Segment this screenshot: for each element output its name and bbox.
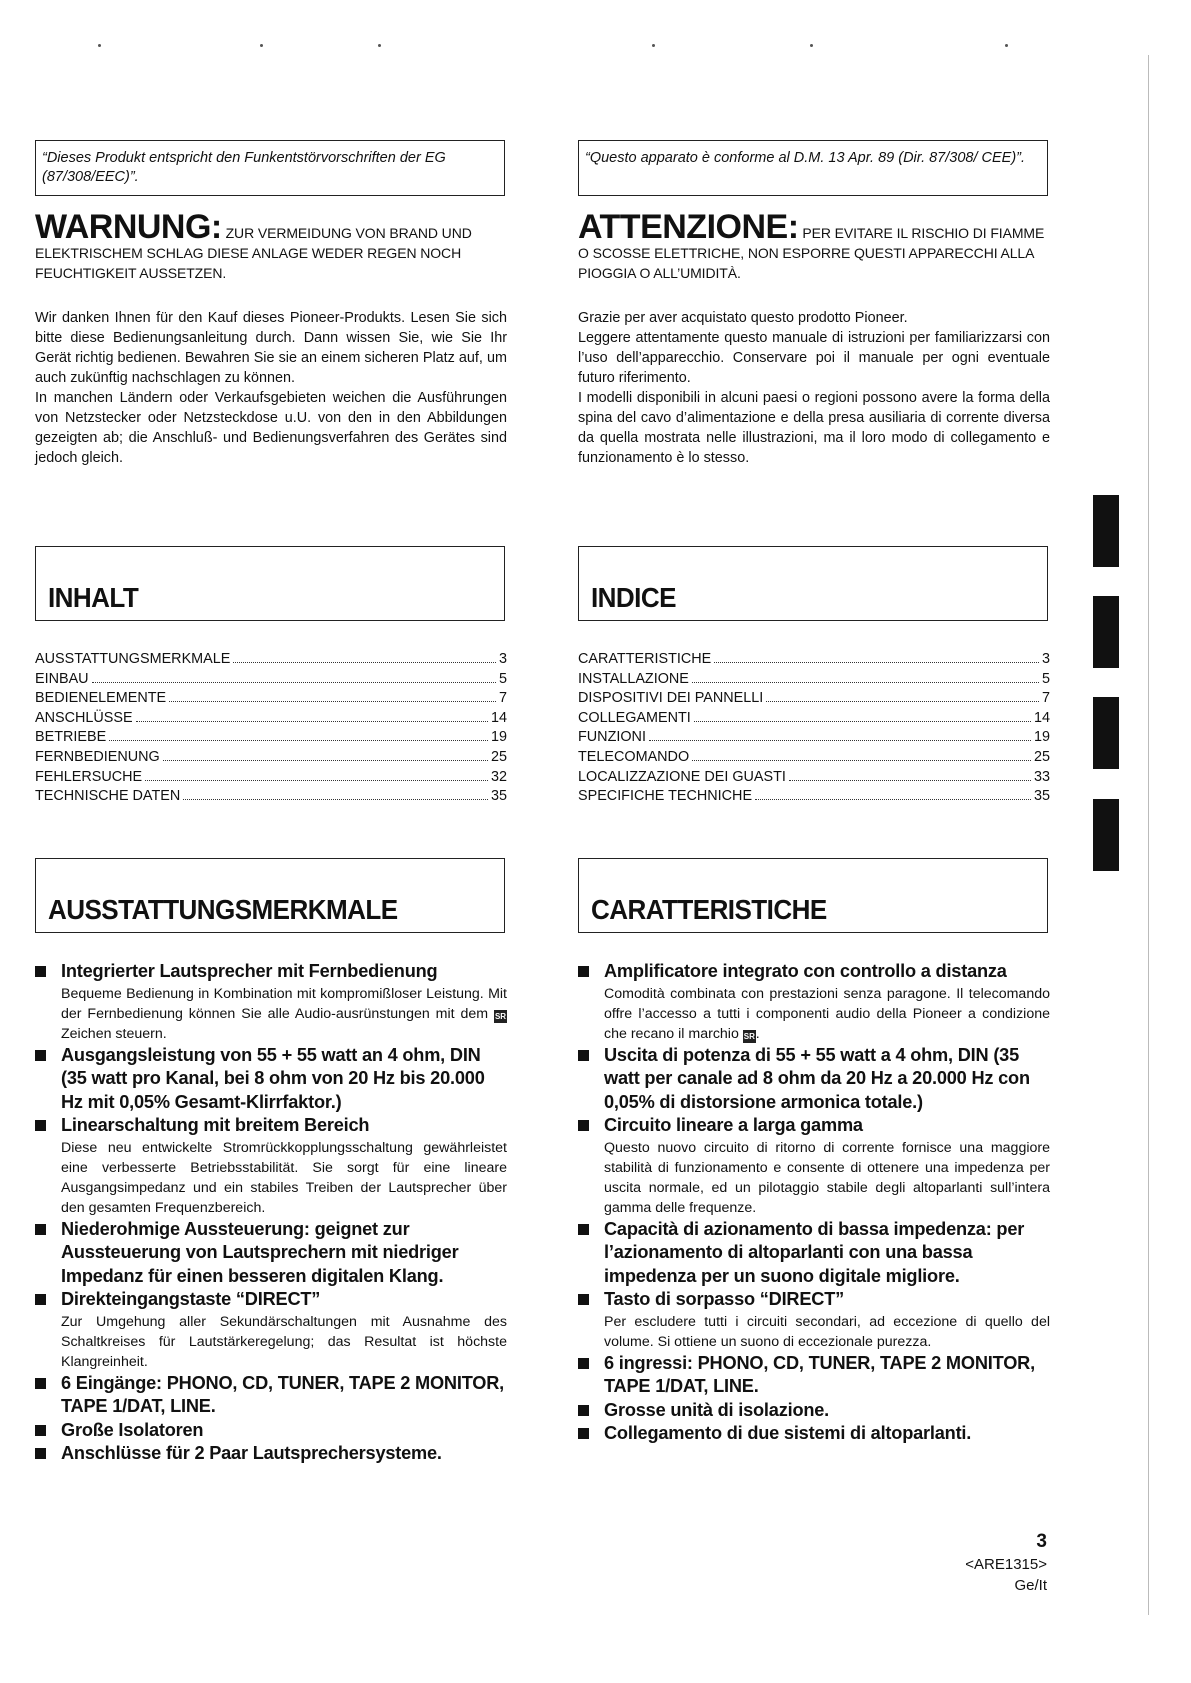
toc-entry-page: 5 (498, 670, 507, 687)
toc-entry-page: 5 (1041, 670, 1050, 687)
conformity-text: “Questo apparato è conforme al D.M. 13 Apr. 89 (Dir. 87/308/ CEE)”. (585, 150, 1026, 166)
feature-item (578, 1422, 1050, 1446)
toc-entry[interactable] (35, 670, 507, 690)
square-bullet-icon (35, 1050, 46, 1061)
page-footer (965, 1530, 1047, 1596)
conformity-text: “Dieses Produkt entspricht den Funkentstörvorschriften der EG (87/308/EEC)”. (42, 150, 446, 185)
feature-title: Große Isolatoren (61, 1419, 204, 1440)
scan-speck (260, 44, 263, 47)
toc-entry-label: ANSCHLÜSSE (35, 709, 133, 726)
feature-title: Niederohmige Aussteuerung: geignet zur Aussteuerung von Lautsprechern mit niedriger Impedanz für einen besseren digitalen Klang. (61, 1218, 459, 1286)
feature-title: Tasto di sorpasso “DIRECT” (604, 1289, 845, 1309)
feature-title: Anschlüsse für 2 Paar Lautsprechersysteme. (61, 1443, 442, 1463)
toc-entry-label: DISPOSITIVI DEI PANNELLI (578, 690, 764, 707)
language-tab-marker (1093, 799, 1119, 871)
warning-text: ZUR VERMEIDUNG VON BRAND UND ELEKTRISCHEM SCHLAG DIESE ANLAGE WEDER REGEN NOCH FEUCHTIGKEIT AUSSETZEN. (35, 225, 472, 281)
toc-entry-label: TELECOMANDO (578, 748, 690, 765)
toc-entry[interactable] (578, 768, 1050, 788)
toc-entry-label: FEHLERSUCHE (35, 768, 143, 785)
toc-entry-label: FERNBEDIENUNG (35, 748, 160, 765)
toc-entry-page: 35 (490, 788, 507, 805)
toc-leader (694, 721, 1031, 722)
feature-title: Uscita di potenza di 55 + 55 watt a 4 ohm, DIN (35 watt per canale ad 8 ohm da 20 Hz a 20.000 Hz con 0,05% di distorsione armonica totale.) (604, 1044, 1030, 1112)
warning-text: PER EVITARE IL RISCHIO DI FIAMME O SCOSSE ELETTRICHE, NON ESPORRE QUESTI APPARECCHI ALLA PIOGGIA O ALL’UMIDITÀ. (578, 225, 1045, 281)
feature-description: Zur Umgehung aller Sekundärschaltungen mit Ausnahme des Schaltkreises für Lautstärkeregelung; das Resultat ist höchste Klangreinheit. (61, 1313, 507, 1370)
feature-item (578, 1044, 1050, 1115)
language-tab-marker (1093, 495, 1119, 567)
toc-entry-page: 19 (490, 729, 507, 746)
feature-item (578, 1399, 1050, 1423)
feature-item (578, 1114, 1050, 1218)
toc-entry[interactable] (35, 709, 507, 729)
square-bullet-icon (578, 966, 589, 977)
features-heading-box (35, 858, 505, 933)
feature-item (35, 1218, 507, 1289)
feature-item (35, 1288, 507, 1372)
square-bullet-icon (35, 1448, 46, 1459)
square-bullet-icon (578, 1050, 589, 1061)
toc-entry[interactable] (35, 768, 507, 788)
feature-description-text: Bequeme Bedienung in Kombination mit kompromißloser Leistung. Mit der Fernbedienung können Sie alle Audio-ausrünstungen mit dem (61, 985, 507, 1022)
feature-description: Diese neu entwickelte Stromrückkopplungsschaltung gewährleistet eine verbesserte Betriebsstabilität. Sie sorgt für eine lineare Ausgangsimpedanz und ein stabiles Treiben der Lautsprecher über den gesamten Frequenzbereich. (61, 1139, 507, 1216)
scan-speck (652, 44, 655, 47)
feature-description: Questo nuovo circuito di ritorno di corrente fornisce una maggiore stabilità di funzionamento e consente di ottenere una impedenza per uscita normale, ed un pilotaggio stabile degli altoparlanti sull’intera gamma delle frequenze. (604, 1139, 1050, 1216)
toc-entry-page: 32 (490, 768, 507, 785)
conformity-notice (35, 140, 505, 196)
toc-leader (714, 662, 1039, 663)
intro-paragraph: Grazie per aver acquistato questo prodotto Pioneer. (578, 310, 908, 326)
feature-description (604, 984, 1050, 1044)
toc-entry-label: COLLEGAMENTI (578, 709, 691, 726)
document-code: <ARE1315> (965, 1556, 1047, 1573)
square-bullet-icon (35, 1425, 46, 1436)
toc-entry[interactable] (35, 650, 507, 670)
square-bullet-icon (35, 1120, 46, 1131)
feature-title: 6 ingressi: PHONO, CD, TUNER, TAPE 2 MONITOR, TAPE 1/DAT, LINE. (604, 1352, 1035, 1396)
warning-heading: ATTENZIONE: (578, 208, 799, 246)
square-bullet-icon (578, 1224, 589, 1235)
toc-leader (92, 682, 496, 683)
page-edge-line (1148, 55, 1149, 1615)
conformity-notice (578, 140, 1048, 196)
language-tab-marker (1093, 697, 1119, 769)
square-bullet-icon (35, 1378, 46, 1389)
features-title: AUSSTATTUNGSMERKMALE (48, 894, 398, 925)
square-bullet-icon (578, 1294, 589, 1305)
language-code: Ge/It (1014, 1577, 1047, 1594)
features-list (35, 960, 507, 1466)
feature-title: Circuito lineare a larga gamma (604, 1115, 863, 1135)
feature-item (35, 1372, 507, 1419)
feature-title: Capacità di azionamento di bassa impedenza: per l’azionamento di altoparlanti con una bassa impedenza per un suono digitale migliore. (604, 1218, 1025, 1286)
square-bullet-icon (35, 966, 46, 977)
toc-leader (109, 740, 488, 741)
feature-description-text: . (755, 1025, 760, 1042)
features-list (578, 960, 1050, 1446)
feature-description-text: Comodità combinata con prestazioni senza paragone. Il telecomando offre l’accesso a tutti i componenti audio della Pioneer a condizione che recano il marchio (604, 985, 1050, 1042)
feature-description-text: Zeichen steuern. (61, 1025, 167, 1042)
features-title: CARATTERISTICHE (591, 894, 827, 925)
toc-leader (136, 721, 488, 722)
scan-speck (1005, 44, 1008, 47)
language-tab-marker (1093, 596, 1119, 668)
toc-entry[interactable] (35, 748, 507, 768)
feature-title: 6 Eingänge: PHONO, CD, TUNER, TAPE 2 MONITOR, TAPE 1/DAT, LINE. (61, 1372, 505, 1416)
feature-item (578, 960, 1050, 1044)
toc-entry-page: 35 (1033, 788, 1050, 805)
feature-item (35, 1114, 507, 1218)
toc-entry[interactable] (578, 689, 1050, 709)
toc-leader (169, 701, 496, 702)
toc-leader (183, 799, 488, 800)
toc-leader (692, 760, 1031, 761)
toc-entry-label: LOCALIZZAZIONE DEI GUASTI (578, 768, 786, 785)
toc-entry-page: 33 (1033, 768, 1050, 785)
warning-heading: WARNUNG: (35, 208, 222, 246)
toc-entry-label: CARATTERISTICHE (578, 651, 712, 667)
feature-description: Per escludere tutti i circuiti secondari, ad eccezione di quello del volume. Si ottiene un suono di eccezionale purezza. (604, 1313, 1050, 1350)
feature-item (578, 1352, 1050, 1399)
feature-item (35, 960, 507, 1044)
toc-entry-page: 3 (498, 651, 507, 667)
toc-entry-page: 14 (490, 709, 507, 726)
feature-description (61, 984, 507, 1044)
toc-leader (233, 662, 496, 663)
toc-entry[interactable] (578, 650, 1050, 670)
square-bullet-icon (578, 1358, 589, 1369)
toc-entry[interactable] (578, 728, 1050, 748)
feature-title: Amplificatore integrato con controllo a distanza (604, 961, 1007, 981)
feature-title: Integrierter Lautsprecher mit Fernbedienung (61, 961, 438, 981)
toc-leader (789, 780, 1031, 781)
toc-entry-label: TECHNISCHE DATEN (35, 788, 181, 805)
intro-text (578, 308, 1050, 468)
feature-item (35, 1044, 507, 1115)
toc-entry[interactable] (35, 728, 507, 748)
scan-speck (378, 44, 381, 47)
intro-text (35, 308, 507, 468)
table-of-contents (578, 650, 1050, 807)
intro-paragraph: I modelli disponibili in alcuni paesi o regioni possono avere la forma della spina del cavo d’alimentazione e della presa ausiliaria di corrente diversa da quella mostrata nelle illustrazioni, ma il loro modo di collegamento e funzionamento è lo stesso. (578, 390, 1050, 466)
toc-entry-page: 25 (490, 748, 507, 765)
toc-title: INHALT (48, 582, 139, 613)
toc-heading-box (578, 546, 1048, 621)
toc-entry[interactable] (35, 689, 507, 709)
feature-item (578, 1218, 1050, 1289)
toc-entry-page: 25 (1033, 748, 1050, 765)
warning-notice (35, 208, 507, 284)
toc-leader (163, 760, 488, 761)
square-bullet-icon (578, 1405, 589, 1416)
toc-entry[interactable] (578, 748, 1050, 768)
toc-entry-page: 14 (1033, 709, 1050, 726)
warning-notice (578, 208, 1050, 284)
feature-item (578, 1288, 1050, 1352)
square-bullet-icon (578, 1428, 589, 1439)
toc-entry[interactable] (578, 787, 1050, 807)
toc-entry-label: AUSSTATTUNGSMERKMALE (35, 651, 231, 667)
square-bullet-icon (578, 1120, 589, 1131)
toc-leader (145, 780, 488, 781)
scan-speck (98, 44, 101, 47)
toc-entry-label: SPECIFICHE TECHNICHE (578, 788, 753, 805)
toc-entry-label: BEDIENELEMENTE (35, 690, 167, 707)
intro-paragraph: In manchen Ländern oder Verkaufsgebieten weichen die Ausführungen von Netzstecker oder Netzsteckdose u.U. von den in den Abbildungen gezeigten ab; die Anschluß- und Bedienungsverfahren des Gerätes sind jedoch gleich. (35, 390, 507, 466)
toc-entry-label: FUNZIONI (578, 729, 646, 746)
toc-heading-box (35, 546, 505, 621)
sr-logo-icon: SR (494, 1011, 507, 1021)
toc-entry-page: 19 (1033, 729, 1050, 746)
intro-paragraph: Leggere attentamente questo manuale di istruzioni per familiarizzarsi con l’uso dell’apparecchio. Conservare poi il manuale per ogni eventuale futuro riferimento. (578, 330, 1050, 386)
toc-entry[interactable] (578, 670, 1050, 690)
toc-entry-page: 7 (498, 690, 507, 707)
square-bullet-icon (35, 1224, 46, 1235)
table-of-contents (35, 650, 507, 807)
feature-title: Collegamento di due sistemi di altoparlanti. (604, 1423, 972, 1443)
feature-item (35, 1419, 507, 1443)
toc-entry-label: BETRIEBE (35, 729, 107, 746)
scan-speck (810, 44, 813, 47)
toc-leader (692, 682, 1039, 683)
toc-entry[interactable] (35, 787, 507, 807)
toc-leader (649, 740, 1031, 741)
toc-leader (766, 701, 1039, 702)
feature-title: Linearschaltung mit breitem Bereich (61, 1115, 370, 1135)
page-number: 3 (1036, 1531, 1047, 1552)
toc-entry-page: 3 (1041, 651, 1050, 667)
toc-entry[interactable] (578, 709, 1050, 729)
feature-item (35, 1442, 507, 1466)
toc-entry-label: EINBAU (35, 670, 89, 687)
features-heading-box (578, 858, 1048, 933)
toc-leader (755, 799, 1031, 800)
toc-entry-label: INSTALLAZIONE (578, 670, 689, 687)
toc-entry-page: 7 (1041, 690, 1050, 707)
feature-title: Grosse unità di isolazione. (604, 1399, 830, 1420)
intro-paragraph: Wir danken Ihnen für den Kauf dieses Pioneer-Produkts. Lesen Sie sich bitte diese Bedienungsanleitung durch. Dann wissen Sie, wie Sie Ihr Gerät richtig bedienen. Bewahren Sie sie an einem sicheren Platz auf, um auch zukünftig nachschlagen zu können. (35, 310, 507, 386)
feature-title: Ausgangsleistung von 55 + 55 watt an 4 ohm, DIN (35 watt pro Kanal, bei 8 ohm von 20 Hz bis 20.000 Hz mit 0,05% Gesamt-Klirrfaktor.) (61, 1044, 485, 1112)
toc-title: INDICE (591, 582, 676, 613)
feature-title: Direkteingangstaste “DIRECT” (61, 1289, 321, 1309)
sr-logo-icon: SR (743, 1031, 755, 1041)
square-bullet-icon (35, 1294, 46, 1305)
